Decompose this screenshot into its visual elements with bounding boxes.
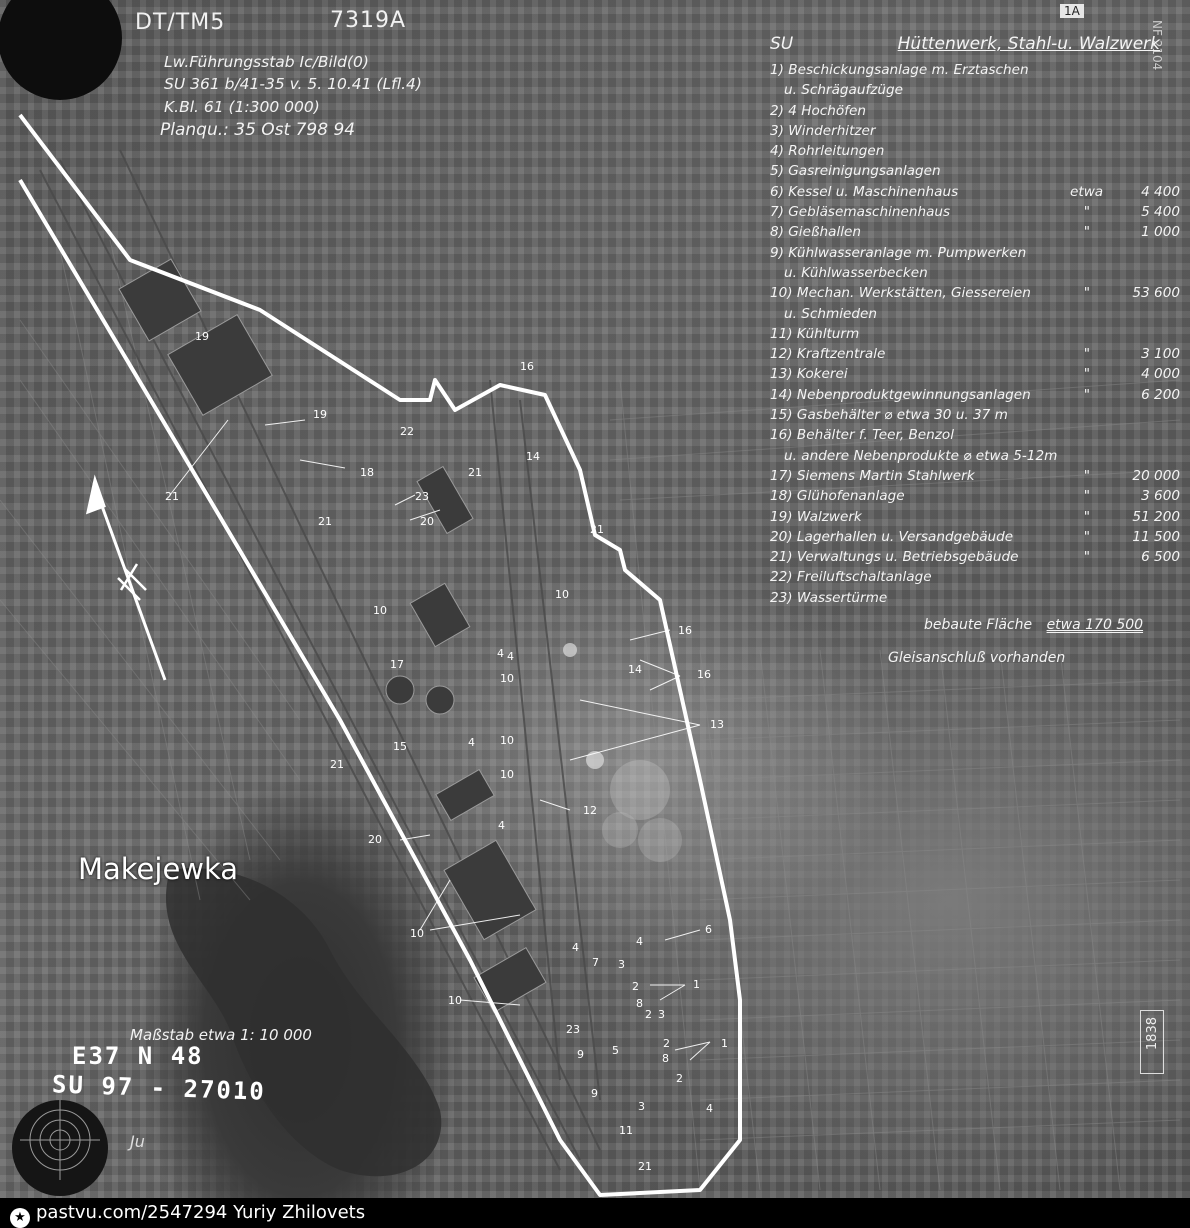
map-label: 21: [638, 1160, 652, 1173]
legend-item-area: 20 000: [1132, 467, 1180, 484]
legend-item-text: 10) Mechan. Werkstätten, Giessereien: [770, 285, 1031, 302]
map-label: 20: [420, 515, 434, 528]
header-line-4: Planqu.: 35 Ost 798 94: [160, 120, 356, 140]
map-label: 16: [697, 668, 711, 681]
map-label: 16: [678, 624, 692, 637]
map-label: 4: [497, 647, 504, 660]
map-label: 14: [526, 450, 540, 463]
map-label: 2: [632, 980, 639, 993]
legend-item: [770, 143, 1180, 163]
legend-item-text: u. andere Nebenprodukte ⌀ etwa 5-12m: [784, 447, 1058, 464]
legend-item: [770, 82, 1180, 102]
legend-item-text: 18) Glühofenanlage: [770, 488, 905, 505]
legend-item-text: 21) Verwaltungs u. Betriebsgebäude: [770, 549, 1019, 566]
caption-bar: [0, 1198, 1190, 1228]
built-area: [924, 617, 1143, 633]
legend-item: [770, 62, 1180, 82]
legend-item: [770, 529, 1180, 549]
star-icon: ★: [10, 1208, 30, 1228]
scale-note: Maßstab etwa 1: 10 000: [130, 1026, 312, 1044]
legend-item-qualifier: etwa: [1070, 183, 1104, 200]
legend-item: [770, 306, 1180, 326]
legend-item-qualifier: ": [1083, 204, 1090, 221]
map-label: 1: [721, 1037, 728, 1050]
map-label: 4: [572, 941, 579, 954]
legend-item: [770, 549, 1180, 569]
legend-item: [770, 366, 1180, 386]
legend-item-text: 20) Lagerhallen u. Versandgebäude: [770, 528, 1014, 545]
map-label: 16: [520, 360, 534, 373]
lake: [166, 868, 441, 1176]
map-label: 2: [645, 1008, 652, 1021]
legend-item-area: 5 400: [1141, 204, 1180, 221]
legend-item: [770, 346, 1180, 366]
corner-vertical-code: NF 2104: [1150, 20, 1164, 71]
map-label: 4: [636, 935, 643, 948]
map-label: 21: [165, 490, 179, 503]
photo-code: DT/TM5: [135, 10, 226, 35]
map-label: 21: [330, 758, 344, 771]
map-label: 9: [591, 1087, 598, 1100]
legend-item-qualifier: ": [1083, 528, 1090, 545]
legend-item: [770, 265, 1180, 285]
legend-item: [770, 123, 1180, 143]
legend-item-text: 16) Behälter f. Teer, Benzol: [770, 427, 954, 444]
smoke-plumes: [563, 643, 682, 862]
legend-item-text: 6) Kessel u. Maschinenhaus: [770, 183, 959, 200]
map-label: 1: [693, 978, 700, 991]
map-label: 3: [658, 1008, 665, 1021]
map-label: 19: [195, 330, 209, 343]
legend-item-text: 13) Kokerei: [770, 366, 848, 383]
legend-item-area: 53 600: [1132, 285, 1180, 302]
legend-item-qualifier: ": [1083, 549, 1090, 566]
legend-item-text: 22) Freiluftschaltanlage: [770, 569, 932, 586]
map-label: 5: [612, 1044, 619, 1057]
legend-item-qualifier: ": [1083, 386, 1090, 403]
map-label: 2: [663, 1037, 670, 1050]
legend-item-text: 14) Nebenproduktgewinnungsanlagen: [770, 386, 1031, 403]
map-label: 23: [566, 1023, 580, 1036]
legend-item-area: 4 400: [1141, 183, 1180, 200]
map-label: 4: [507, 650, 514, 663]
map-label: 4: [498, 819, 505, 832]
legend-item: [770, 326, 1180, 346]
map-label: 2: [676, 1072, 683, 1085]
legend-item-text: u. Schmieden: [784, 305, 877, 322]
legend-item: [770, 245, 1180, 265]
map-label: 10: [500, 672, 514, 685]
legend-item-text: u. Kühlwasserbecken: [784, 264, 928, 281]
built-area-value: etwa 170 500: [1046, 617, 1144, 633]
legend-list: [770, 62, 1180, 610]
map-label: 11: [619, 1124, 633, 1137]
map-label: 10: [555, 588, 569, 601]
map-label: 6: [705, 923, 712, 936]
legend-item-area: 4 000: [1141, 366, 1180, 383]
map-label: 10: [448, 994, 462, 1007]
header-line-1: Lw.Führungsstab Ic/Bild(0): [164, 53, 369, 71]
legend-item-qualifier: ": [1083, 508, 1090, 525]
corner-tag: 1A: [1060, 4, 1084, 18]
legend-item: [770, 407, 1180, 427]
legend-item-text: 7) Gebläsemaschinenhaus: [770, 204, 951, 221]
legend-item-text: 1) Beschickungsanlage m. Erztaschen: [770, 62, 1029, 78]
legend-item-text: 8) Gießhallen: [770, 224, 861, 241]
map-label: 7: [592, 956, 599, 969]
legend-item-qualifier: ": [1083, 224, 1090, 241]
signature: Ju: [130, 1132, 145, 1151]
map-label: 3: [618, 958, 625, 971]
map-label: 19: [313, 408, 327, 421]
legend-item: [770, 224, 1180, 244]
photo-number: 7319A: [330, 8, 407, 33]
legend-item: [770, 163, 1180, 183]
legend-item: [770, 427, 1180, 447]
legend-item-area: 3 100: [1141, 346, 1180, 363]
header-line-3: K.Bl. 61 (1:300 000): [164, 98, 320, 116]
map-label: 21: [468, 466, 482, 479]
legend-item-text: 3) Winderhitzer: [770, 122, 876, 139]
map-label: 10: [410, 927, 424, 940]
legend-item-text: 19) Walzwerk: [770, 508, 862, 525]
caption-text[interactable]: pastvu.com/2547294 Yuriy Zhilovets: [36, 1202, 366, 1223]
legend-item-text: 12) Kraftzentrale: [770, 346, 886, 363]
legend-item-text: u. Schrägaufzüge: [784, 82, 903, 99]
legend-item: [770, 204, 1180, 224]
map-label: 9: [577, 1048, 584, 1061]
legend-item-area: 3 600: [1141, 488, 1180, 505]
map-label: 8: [662, 1052, 669, 1065]
map-label: 18: [360, 466, 374, 479]
legend-item-text: 5) Gasreinigungsanlagen: [770, 163, 941, 180]
map-label: 22: [400, 425, 414, 438]
map-label: 20: [368, 833, 382, 846]
legend-item: [770, 569, 1180, 589]
legend-item: [770, 488, 1180, 508]
legend-item-text: 17) Siemens Martin Stahlwerk: [770, 467, 975, 484]
legend-item-qualifier: ": [1083, 346, 1090, 363]
map-label: 23: [415, 490, 429, 503]
legend-item-area: 6 200: [1141, 386, 1180, 403]
legend-item: [770, 468, 1180, 488]
map-label: 10: [500, 768, 514, 781]
grid-code-line-2: SU 97 - 27010: [51, 1070, 267, 1106]
legend-item: [770, 285, 1180, 305]
legend-item-text: 11) Kühlturm: [770, 325, 860, 342]
legend-item-text: 2) 4 Hochöfen: [770, 102, 866, 119]
map-label: 4: [468, 736, 475, 749]
map-label: 8: [636, 997, 643, 1010]
legend-item-qualifier: ": [1083, 285, 1090, 302]
legend-item-area: 6 500: [1141, 549, 1180, 566]
legend-item-qualifier: ": [1083, 366, 1090, 383]
built-area-label: bebaute Fläche: [924, 617, 1033, 633]
map-label: 14: [628, 663, 642, 676]
map-label: 10: [500, 734, 514, 747]
legend-item: [770, 448, 1180, 468]
grid-code-line-1: E37 N 48: [72, 1042, 204, 1070]
legend-item: [770, 590, 1180, 610]
legend-item: [770, 184, 1180, 204]
city-label: Makejewka: [78, 852, 239, 886]
legend-item-qualifier: ": [1083, 488, 1090, 505]
legend-item-area: 11 500: [1132, 528, 1180, 545]
map-label: 3: [638, 1100, 645, 1113]
map-label: 12: [583, 804, 597, 817]
map-label: 4: [706, 1102, 713, 1115]
legend-item: [770, 509, 1180, 529]
legend-item-area: 1 000: [1141, 224, 1180, 241]
map-label: 17: [390, 658, 404, 671]
legend-item: [770, 387, 1180, 407]
map-label: 15: [393, 740, 407, 753]
corner-fiducial-top: [0, 0, 122, 100]
legend-heading: Hüttenwerk, Stahl-u. Walzwerk: [897, 34, 1160, 54]
map-label: 21: [318, 515, 332, 528]
legend-item-text: 4) Rohrleitungen: [770, 143, 885, 160]
legend-item-area: 51 200: [1132, 508, 1180, 525]
legend-country: SU: [770, 34, 794, 54]
rail-note: Gleisanschluß vorhanden: [888, 650, 1066, 666]
side-number: 1838: [1144, 1017, 1160, 1051]
map-label: 21: [590, 523, 604, 536]
legend-item-text: 15) Gasbehälter ⌀ etwa 30 u. 37 m: [770, 407, 1008, 424]
map-label: 10: [373, 604, 387, 617]
legend-item-text: 23) Wassertürme: [770, 589, 888, 606]
legend-item-qualifier: ": [1083, 467, 1090, 484]
map-label: 13: [710, 718, 724, 731]
header-line-2: SU 361 b/41-35 v. 5. 10.41 (Lfl.4): [164, 75, 422, 93]
legend-item: [770, 103, 1180, 123]
side-number-box: [1140, 1010, 1164, 1074]
legend-item-text: 9) Kühlwasseranlage m. Pumpwerken: [770, 244, 1027, 261]
